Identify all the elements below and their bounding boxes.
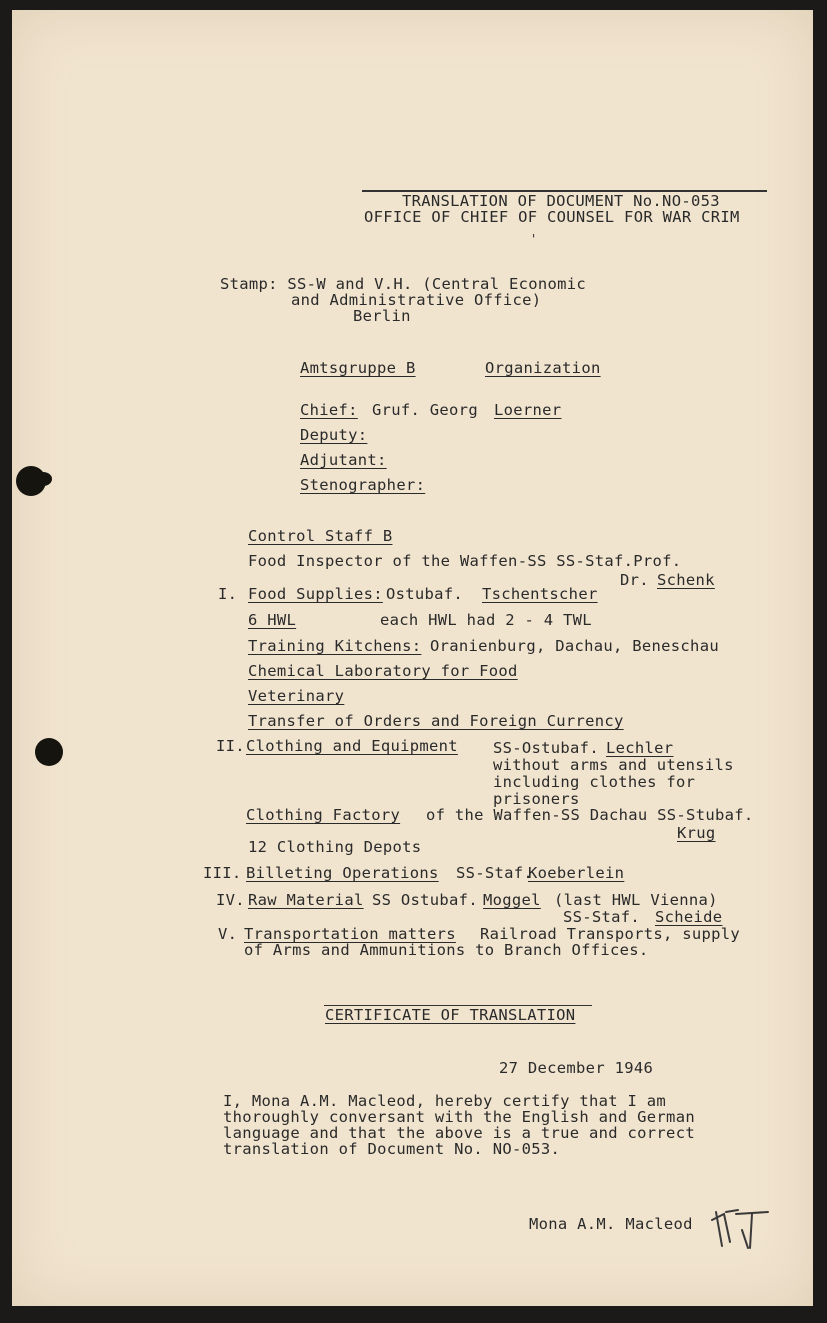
section-4-label: Raw Material bbox=[248, 891, 364, 909]
food-inspector-name: Schenk bbox=[657, 571, 715, 589]
veterinary: Veterinary bbox=[248, 687, 345, 705]
section-3-label: Billeting Operations bbox=[246, 864, 439, 882]
section-5-text-2: of Arms and Ammunitions to Branch Offices. bbox=[244, 941, 649, 959]
section-4-officer-name: Moggel bbox=[483, 891, 541, 909]
section-2-note-3: prisoners bbox=[493, 790, 580, 808]
chief-label: Chief: bbox=[300, 401, 358, 419]
clothing-factory-rest: of the Waffen-SS Dachau SS-Stubaf. bbox=[426, 806, 754, 824]
clothing-factory-label: Clothing Factory bbox=[246, 806, 401, 824]
section-1-officer-name: Tschentscher bbox=[482, 585, 598, 603]
section-3-officer-name: Koeberlein bbox=[528, 864, 625, 882]
section-5-label: Transportation matters bbox=[244, 925, 456, 943]
signer-name: Mona A.M. Macleod bbox=[529, 1215, 693, 1233]
section-1-label: Food Supplies: bbox=[248, 585, 383, 603]
chief-name: Gruf. Georg bbox=[372, 401, 478, 419]
section-5-number: V. bbox=[218, 925, 238, 943]
section-2-note-2: including clothes for bbox=[493, 773, 696, 791]
header-mark: ' bbox=[530, 232, 538, 246]
certificate-line-3: language and that the above is a true and correct bbox=[223, 1124, 695, 1142]
section-2-officer-rank: SS-Ostubaf. bbox=[493, 739, 599, 757]
certificate-line-2: thoroughly conversant with the English and German bbox=[223, 1108, 695, 1126]
clothing-depots: 12 Clothing Depots bbox=[248, 838, 422, 856]
section-2-officer-name: Lechler bbox=[606, 739, 674, 757]
section-2-label: Clothing and Equipment bbox=[246, 737, 458, 755]
section-4-second-name: Scheide bbox=[655, 908, 723, 926]
certificate-line-4: translation of Document No. NO-053. bbox=[223, 1140, 561, 1158]
header-line-1: TRANSLATION OF DOCUMENT No.NO-053 bbox=[402, 192, 720, 210]
stamp-line-3: Berlin bbox=[353, 307, 411, 325]
punch-hole-middle bbox=[35, 738, 63, 766]
section-1-number: I. bbox=[218, 585, 238, 603]
section-3-officer-rank: SS-Staf. bbox=[456, 864, 534, 882]
clothing-factory-name: Krug bbox=[677, 824, 716, 842]
control-staff-title: Control Staff B bbox=[248, 527, 393, 545]
certificate-title-overline bbox=[324, 1005, 592, 1006]
training-kitchens-label: Training Kitchens: bbox=[248, 637, 422, 655]
punch-hole-top-tab bbox=[34, 472, 52, 486]
adjutant-label: Adjutant: bbox=[300, 451, 387, 469]
section-4-second-rank: SS-Staf. bbox=[563, 908, 641, 926]
section-4-number: IV. bbox=[216, 891, 245, 909]
chief-surname: Loerner bbox=[494, 401, 562, 419]
section-4-officer-rank: SS Ostubaf. bbox=[372, 891, 478, 909]
hwl-note: each HWL had 2 - 4 TWL bbox=[380, 611, 592, 629]
handwritten-initials bbox=[708, 1202, 774, 1260]
header-line-2: OFFICE OF CHIEF OF COUNSEL FOR WAR CRIM bbox=[364, 209, 740, 225]
stamp-line-2: and Administrative Office) bbox=[291, 291, 542, 309]
stamp-line-1: Stamp: SS-W and V.H. (Central Economic bbox=[220, 275, 587, 293]
transfer-of-orders: Transfer of Orders and Foreign Currency bbox=[248, 712, 624, 730]
certificate-line-1: I, Mona A.M. Macleod, hereby certify that I am bbox=[223, 1092, 667, 1110]
document-page bbox=[12, 10, 813, 1306]
food-inspector-line: Food Inspector of the Waffen-SS SS-Staf.Prof. bbox=[248, 552, 682, 570]
section-1-officer-rank: Ostubaf. bbox=[386, 585, 464, 603]
section-3-number: III. bbox=[203, 864, 242, 882]
stenographer-label: Stenographer: bbox=[300, 476, 426, 494]
certificate-title: CERTIFICATE OF TRANSLATION bbox=[325, 1006, 576, 1024]
section-5-text-1: Railroad Transports, supply bbox=[480, 925, 741, 943]
amtsgruppe-label: Amtsgruppe B bbox=[300, 359, 416, 377]
hwl-count: 6 HWL bbox=[248, 611, 297, 629]
organization-label: Organization bbox=[485, 359, 601, 377]
food-inspector-dr: Dr. bbox=[620, 571, 649, 589]
deputy-label: Deputy: bbox=[300, 426, 368, 444]
training-kitchens-places: Oranienburg, Dachau, Beneschau bbox=[430, 637, 719, 655]
certificate-date: 27 December 1946 bbox=[499, 1059, 654, 1077]
chemical-laboratory: Chemical Laboratory for Food bbox=[248, 662, 518, 680]
section-4-note: (last HWL Vienna) bbox=[554, 891, 718, 909]
section-2-number: II. bbox=[216, 737, 245, 755]
section-2-note-1: without arms and utensils bbox=[493, 756, 734, 774]
